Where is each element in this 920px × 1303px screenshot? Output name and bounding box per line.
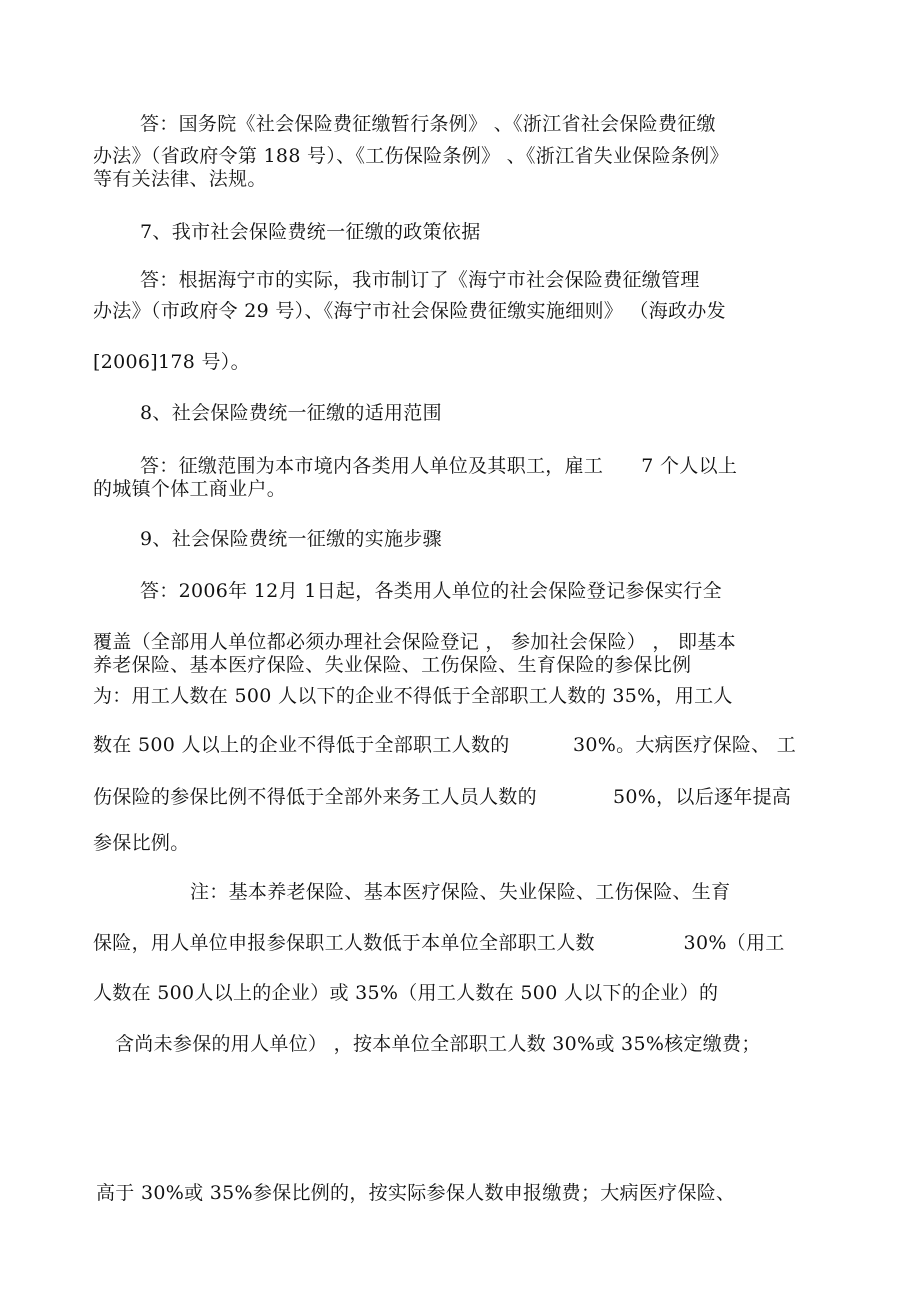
section-heading: 9、社会保险费统一征缴的实施步骤: [140, 528, 442, 550]
text-line: 人数在 500人以上的企业）或 35%（用工人数在 500 人以下的企业）的: [93, 982, 719, 1004]
text-line: 高于 30%或 35%参保比例的，按实际参保人数申报缴费；大病医疗保险、: [96, 1182, 736, 1204]
text-line: 覆盖（全部用人单位都必须办理社会保险登记 ， 参加社会保险） ， 即基本: [93, 631, 736, 653]
text-line: 等有关法律、法规。: [93, 168, 267, 190]
text-line: 为：用工人数在 500 人以下的企业不得低于全部职工人数的 35%，用工人: [93, 685, 733, 707]
text-line: 答：2006年 12月 1日起，各类用人单位的社会保险登记参保实行全: [140, 580, 722, 602]
text-line: 办法》（省政府令第 188 号）、《工伤保险条例》 、《浙江省失业保险条例》: [93, 145, 729, 167]
text-line: 参保比例。: [93, 832, 190, 854]
text-line: 养老保险、基本医疗保险、失业保险、工伤保险、生育保险的参保比例: [93, 654, 692, 676]
text-line: 答：征缴范围为本市境内各类用人单位及其职工，雇工 7 个人以上: [140, 455, 738, 477]
text-line: 保险，用人单位申报参保职工人数低于本单位全部职工人数 30%（用工: [93, 932, 785, 954]
text-line: 伤保险的参保比例不得低于全部外来务工人员人数的 50%，以后逐年提高: [93, 786, 792, 808]
text-line: 的城镇个体工商业户。: [93, 478, 287, 500]
section-heading: 7、我市社会保险费统一征缴的政策依据: [140, 221, 481, 243]
section-heading: 8、社会保险费统一征缴的适用范围: [140, 402, 442, 424]
text-line: 办法》（市政府令 29 号）、《海宁市社会保险费征缴实施细则》 （海政办发: [93, 300, 726, 322]
text-line: 数在 500 人以上的企业不得低于全部职工人数的 30%。大病医疗保险、 工: [93, 734, 797, 756]
note-line: 注：基本养老保险、基本医疗保险、失业保险、工伤保险、生育: [190, 881, 731, 903]
text-line: [2006]178 号）。: [93, 351, 250, 373]
text-line: 含尚未参保的用人单位） ，按本单位全部职工人数 30%或 35%核定缴费；: [115, 1033, 761, 1055]
text-line: 答：根据海宁市的实际，我市制订了《海宁市社会保险费征缴管理: [140, 269, 700, 291]
text-line: 答：国务院《社会保险费征缴暂行条例》 、《浙江省社会保险费征缴: [140, 113, 716, 135]
